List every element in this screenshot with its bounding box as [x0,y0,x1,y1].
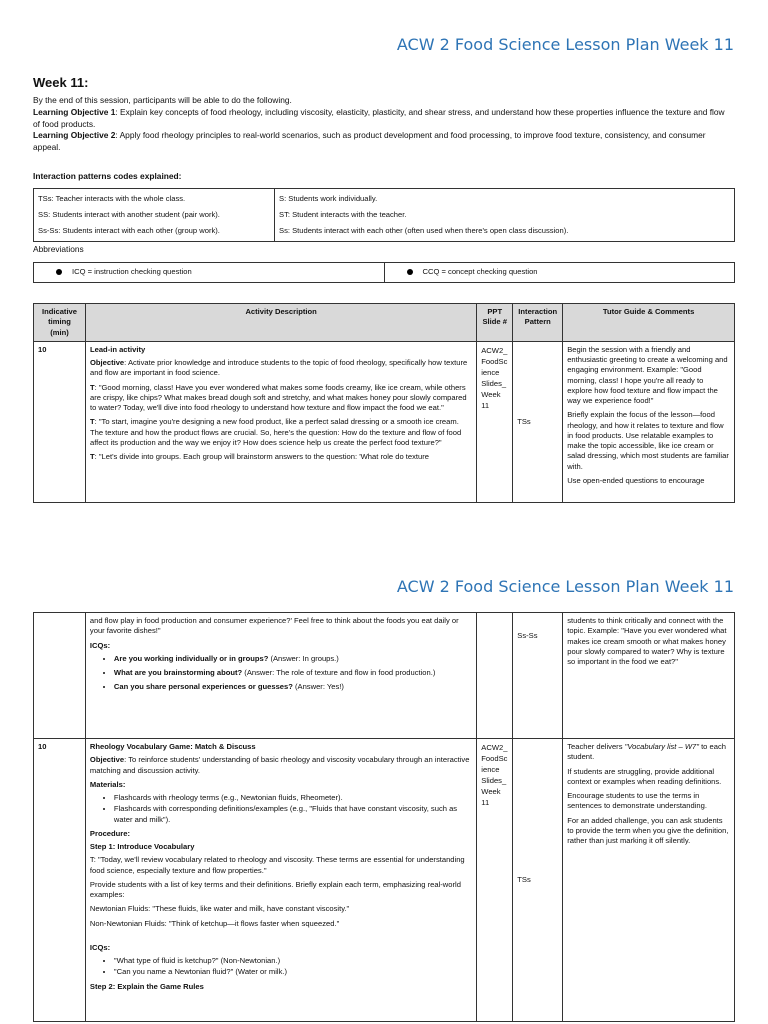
code-item: TSs: Teacher interacts with the whole class. [38,194,186,203]
lesson-plan-table-continued [33,612,735,1022]
activity-title: Lead-in activity [89,344,146,354]
definition-text: Newtonian Fluids: "These fluids, like water and milk, have constant viscosity." [89,904,350,914]
list-item: • Flashcards with rheology terms (e.g., Newtonian fluids, Rheometer). [114,793,472,803]
activity-cell [85,739,476,1022]
tutor-cell [563,739,735,1022]
code-item: Ss: Students interact with each other (often used when there's open class discussion). [279,226,569,235]
header-tutor: Tutor Guide & Comments [563,304,735,342]
interaction-cell: TSs [513,341,563,502]
teacher-line: T: "To start, imagine you're designing a new food product, like a perfect salad dressing or a smooth ice cream. The texture and how the product flows are crucial. So, here's the question: How do the texture and flow of food affect its production and the way we enjoy it? How does science help us create the perfect food texture?" [89,417,462,447]
timing-cell [34,613,86,739]
list-item: • Are you working individually or in groups? (Answer: In groups.) [114,654,472,664]
timing-cell: 10 [34,341,86,502]
header-activity: Activity Description [85,304,476,342]
header-interaction: Interaction Pattern [513,304,563,342]
document-header: ACW 2 Food Science Lesson Plan Week 11 [396,577,734,596]
definition-text: Non-Newtonian Fluids: "Think of ketchup—it flows faster when squeezed." [89,918,340,928]
code-item: S: Students work individually. [279,194,378,203]
tutor-cell: students to think critically and connect with the topic. Example: "Have you ever wondered what makes ice cream smooth or what makes honey pour slowly compared to water? Why is texture so important in the food we eat?" [563,613,735,739]
tutor-note: Begin the session with a friendly and enthusiastic greeting to create a welcoming and engaging environment. Example: "Good morning, class! I hope you're all ready to explore how food texture and flow impact the way we experience food!" [567,344,728,405]
interaction-codes-table [33,188,735,242]
ppt-cell: ACW2_ FoodSc ience Slides_ Week 11 [477,341,513,502]
teacher-line: T: "Good morning, class! Have you ever wondered what makes some foods creamy, like ice cream, while others are crispy, like chips? What makes bread dough soft and stretchy, and what makes honey pour slowly compared to water? Today, we'll dive into food rheology to understand how texture and flow impact the food we eat." [89,382,467,412]
code-item: ST: Student interacts with the teacher. [279,210,407,219]
tutor-note: Briefly explain the focus of the lesson—food rheology, and how it relates to texture and flow in food products. Use relatable examples to make the topic accessible, like ice cream or salad dressing, which most students are familiar with. [567,410,729,471]
step-label: Step 2: Explain the Game Rules [89,981,204,991]
page-gap [0,520,768,570]
learning-objective-1: Learning Objective 1: Explain key concepts of food rheology, including viscosity, elasticity, plasticity, and shear stress, and understand how these properties influence the texture and flow of food products. [33,106,725,129]
tutor-cell [563,341,735,502]
icq-label: ICQs: [89,640,111,650]
interaction-cell: Ss-Ss [513,613,563,739]
tutor-note: Teacher delivers "Vocabulary list – W7" to each student. [567,742,726,762]
codes-left-column [34,189,275,242]
ppt-cell: ACW2_ FoodSc ience Slides_ Week 11 [477,739,513,1022]
teacher-line: T: "Today, we'll review vocabulary related to rheology and viscosity. These terms are essential for understanding food science, especially texture and flow properties." [89,855,465,875]
code-item: Ss-Ss: Students interact with each other (group work). [38,226,220,235]
list-item: • What are you brainstorming about? (Answer: The role of texture and flow in food production.) [114,668,472,678]
activity-objective: Objective: To reinforce students' understanding of basic rheology and viscosity vocabulary through an interactive matching and discussion activity. [89,755,470,775]
header-timing: Indicative timing (min) [34,304,86,342]
table-row [34,613,735,739]
tutor-note: For an added challenge, you can ask students to provide the term when you give the definition, rather than just marking it off silently. [567,815,729,845]
ppt-cell [477,613,513,739]
list-item: • Flashcards with corresponding definitions/examples (e.g., "Fluids that have constant viscosity, such as water and milk"). [114,804,472,825]
activity-cell [85,613,476,739]
codes-right-column [275,189,735,242]
table-row [34,341,735,502]
bullet-icon [407,269,413,275]
intro-line: By the end of this session, participants will be able to do the following. [33,95,292,105]
activity-cell [85,341,476,502]
icq-label: ICQs: [89,942,111,952]
procedure-label: Procedure: [89,828,131,838]
intro-section [33,95,733,154]
list-item: • "Can you name a Newtonian fluid?" (Water or milk.) [114,967,472,977]
step-label: Step 1: Introduce Vocabulary [89,842,195,851]
timing-cell: 10 [34,739,86,1022]
abbreviations-title: Abbreviations [33,244,84,254]
learning-objective-2: Learning Objective 2: Apply food rheology principles to real-world scenarios, such as product development and food processing, to improve food texture, consistency, and consumer appeal. [33,130,706,153]
activity-text: and flow play in food production and consumer experience?' Feel free to think about the foods you eat daily or your favorite dishes!" [89,616,459,636]
bullet-icon [56,269,62,275]
tutor-note: Encourage students to use the terms in sentences to demonstrate understanding. [567,791,707,811]
lesson-plan-table [33,303,735,503]
list-item: • Can you share personal experiences or guesses? (Answer: Yes!) [114,682,472,692]
page-2 [0,570,768,1024]
materials-label: Materials: [89,779,126,789]
activity-text: Provide students with a list of key terms and their definitions. Briefly explain each term, emphasizing real-world examples: [89,879,461,899]
tutor-note: If students are struggling, provide additional context or examples when reading definitions. [567,766,722,786]
abbreviations-table [33,262,735,283]
week-title: Week 11: [33,75,89,90]
materials-list [104,793,472,825]
activity-title: Rheology Vocabulary Game: Match & Discuss [89,742,256,751]
abbreviation-item: CCQ = concept checking question [384,263,735,283]
code-item: SS: Students interact with another student (pair work). [38,210,220,219]
teacher-line: T: "Let's divide into groups. Each group will brainstorm answers to the question: 'What role do texture [89,452,430,461]
table-row [34,739,735,1022]
document-header: ACW 2 Food Science Lesson Plan Week 11 [396,35,734,54]
codes-title: Interaction patterns codes explained: [33,171,182,181]
icq-list [104,654,472,693]
icq-list [104,956,472,978]
header-ppt: PPT Slide # [477,304,513,342]
activity-objective: Objective: Activate prior knowledge and introduce students to the topic of food rheology, specifically how texture and flow are important in food science. [89,358,468,378]
abbreviation-item: ICQ = instruction checking question [34,263,385,283]
list-item: • "What type of fluid is ketchup?" (Non-Newtonian.) [114,956,472,966]
interaction-cell: TSs [513,739,563,1022]
tutor-note: Use open-ended questions to encourage [567,475,705,485]
